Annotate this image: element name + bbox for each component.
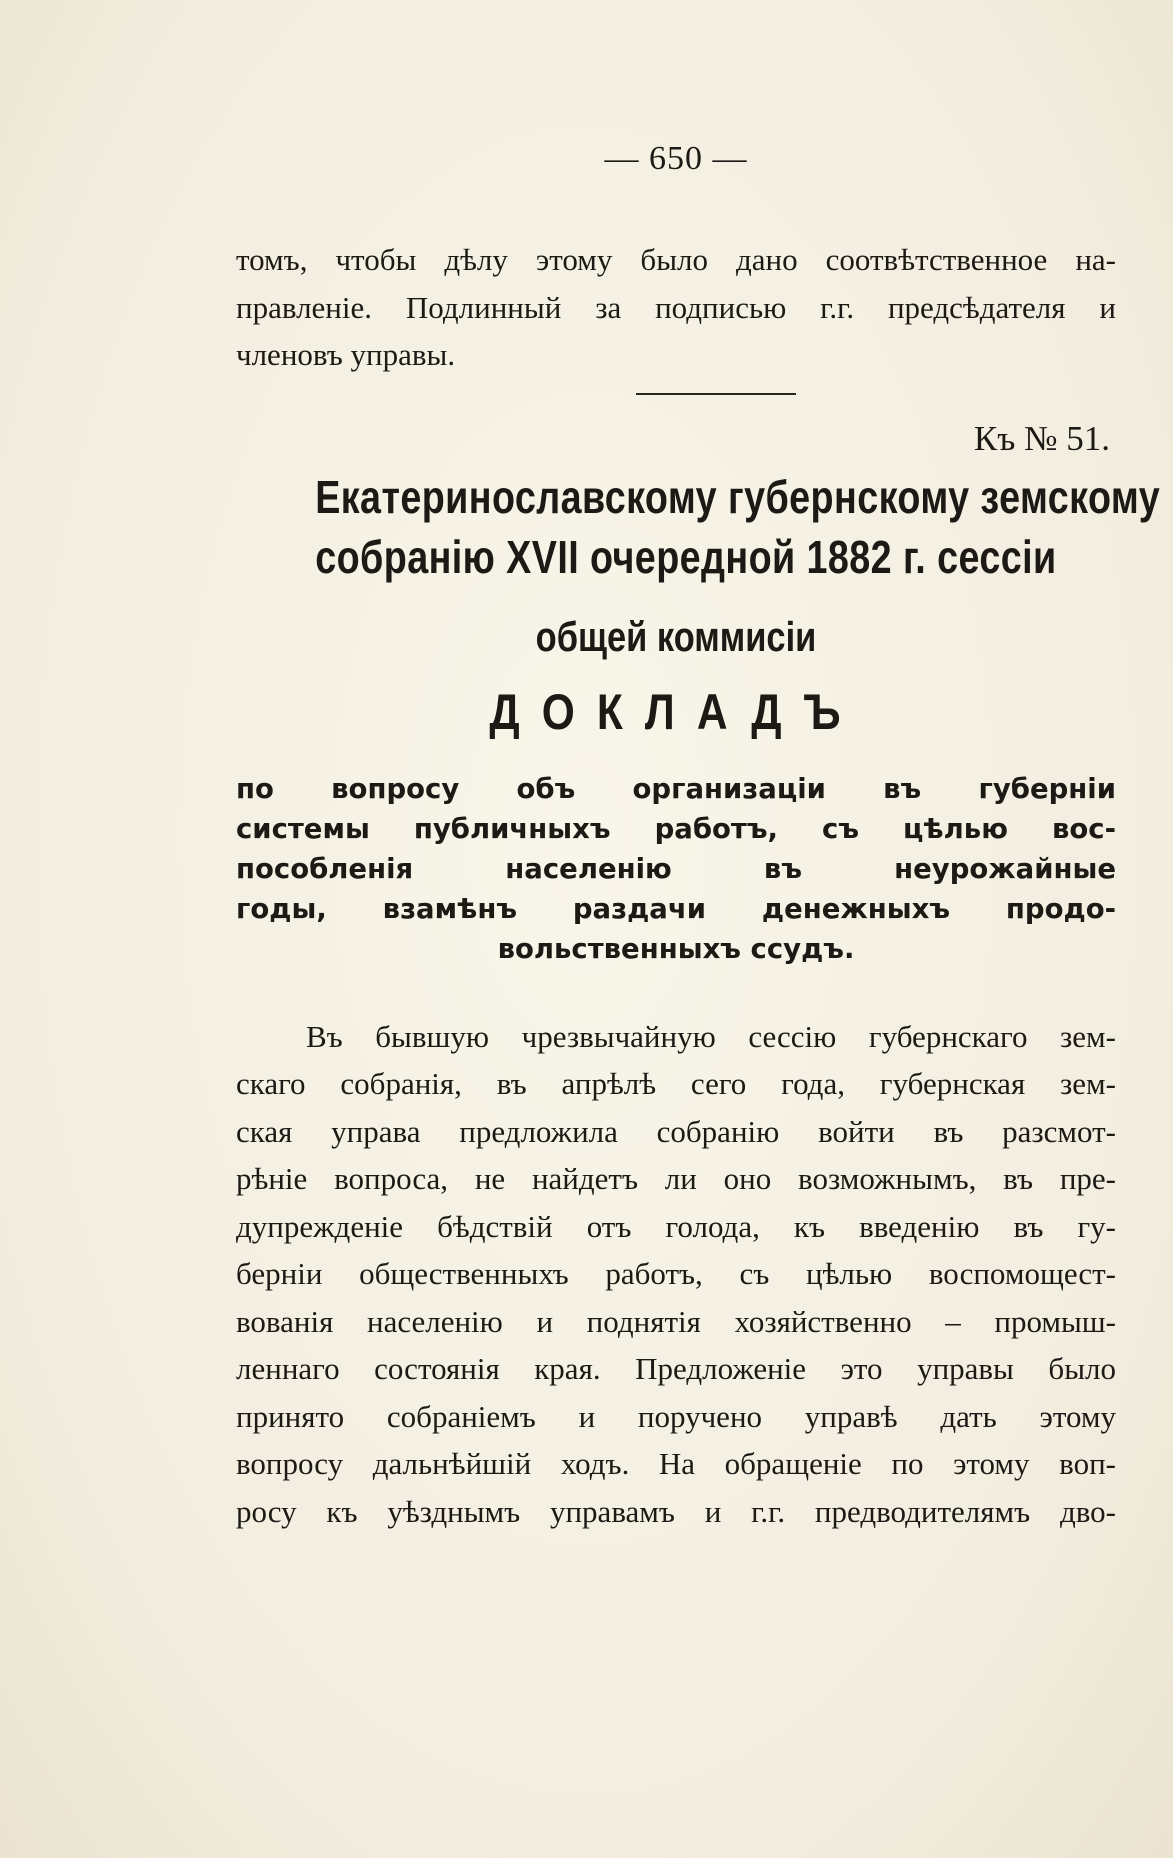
opening-paragraph: [236, 236, 1116, 379]
heading-line: собранію XVII очередной 1882 г. сессіи: [315, 530, 1057, 583]
subject-line: системы публичныхъ работъ, съ цѣлью вос-: [236, 812, 1116, 845]
text-column: [236, 140, 1161, 1535]
body-line: вопросу дальнѣйшій ходъ. На обращеніе по этому воп-: [236, 1446, 1116, 1481]
document-title: ДОКЛАДЪ: [489, 683, 863, 740]
opening-line: правленіе. Подлинный за подписью г.г. предсѣдателя и: [236, 289, 1116, 325]
body-line: принято собраніемъ и поручено управѣ дать этому: [236, 1398, 1116, 1434]
subject-line: годы, взамѣнъ раздачи денежныхъ продо-: [236, 892, 1116, 925]
opening-line: членовъ управы.: [236, 337, 456, 372]
body-line: дупрежденіе бѣдствій отъ голода, къ введенію въ гу-: [236, 1208, 1116, 1244]
report-subject: [236, 769, 1116, 969]
heading-addressee: [315, 467, 1161, 587]
subject-line: вольственныхъ ссудъ.: [497, 932, 855, 965]
reference-number: Къ № 51.: [973, 418, 1110, 458]
body-line: берніи общественныхъ работъ, съ цѣлью воспомощест-: [236, 1256, 1116, 1291]
heading-commission: общей коммисіи: [535, 612, 817, 660]
subject-line: пособленія населенію въ неурожайные: [236, 852, 1116, 885]
body-paragraph: [236, 1013, 1116, 1536]
body-line: рѣніе вопроса, не найдетъ ли оно возможнымъ, въ пре-: [236, 1161, 1116, 1196]
opening-line: томъ, чтобы дѣлу этому было дано соотвѣтственное на-: [236, 242, 1116, 277]
body-line: скаго собранія, въ апрѣлѣ сего года, губернская зем-: [236, 1066, 1116, 1101]
heading-line: Екатеринославскому губернскому земскому: [315, 470, 1161, 523]
body-line: вованія населенію и поднятія хозяйственно – промыш-: [236, 1303, 1116, 1339]
body-line: Въ бывшую чрезвычайную сессію губернскаго зем-: [306, 1018, 1116, 1054]
body-line: леннаго состоянія края. Предложеніе это управы было: [236, 1351, 1116, 1386]
subject-line: по вопросу объ организаціи въ губерніи: [236, 772, 1116, 805]
separator-rule: [636, 393, 796, 395]
page-number: — 650 —: [604, 140, 748, 177]
body-line: ская управа предложила собранію войти въ разсмот-: [236, 1113, 1116, 1149]
body-line: росу къ уѣзднымъ управамъ и г.г. предводителямъ дво-: [236, 1493, 1116, 1529]
